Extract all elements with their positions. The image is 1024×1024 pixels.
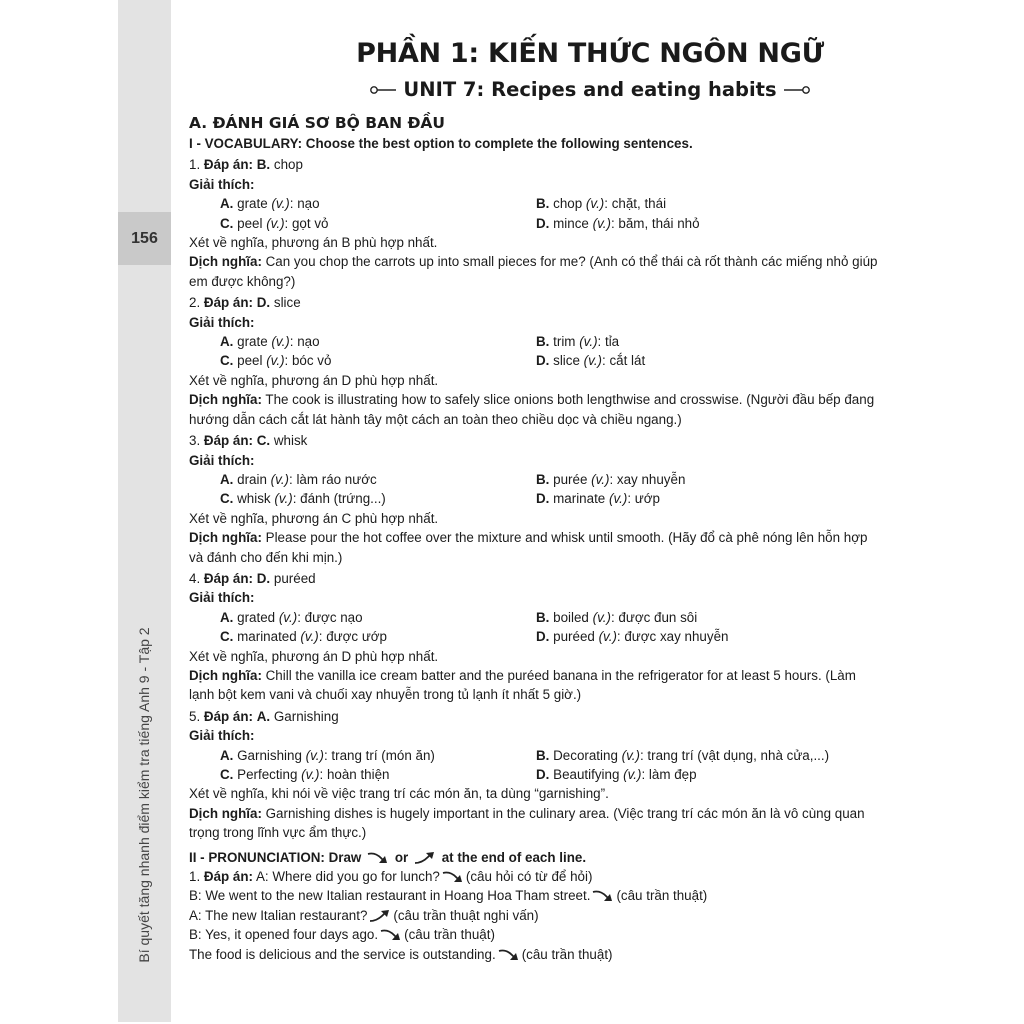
falling-arrow-icon bbox=[498, 948, 520, 962]
explain-label: Giải thích: bbox=[189, 314, 255, 330]
option-word: drain bbox=[237, 471, 267, 487]
option-letter: D. bbox=[536, 767, 550, 782]
pron-sentence: The food is delicious and the service is outstanding. bbox=[189, 946, 496, 962]
translation-line bbox=[189, 666, 879, 705]
option-meaning: : trang trí (món ăn) bbox=[323, 747, 435, 763]
option-word: trim bbox=[553, 334, 576, 350]
answer-word: chop bbox=[273, 157, 303, 173]
option-letter: C. bbox=[220, 353, 234, 369]
option-pos: (v.) bbox=[608, 491, 628, 507]
pronunciation-answers bbox=[189, 867, 879, 964]
answer-word: puréed bbox=[273, 570, 316, 586]
translation-line bbox=[189, 804, 879, 843]
translation-line bbox=[189, 528, 879, 567]
option-meaning: : được ướp bbox=[318, 629, 388, 645]
option-meaning: : chặt, thái bbox=[604, 196, 667, 212]
option-word: Garnishing bbox=[237, 747, 302, 763]
option-letter: B. bbox=[536, 334, 550, 350]
option-item bbox=[220, 214, 536, 233]
option-letter: A. bbox=[220, 609, 234, 625]
option-pos: (v.) bbox=[278, 609, 298, 625]
option-meaning: : gọt vỏ bbox=[284, 215, 329, 231]
option-word: grate bbox=[237, 334, 268, 350]
unit-title: UNIT 7: Recipes and eating habits bbox=[403, 78, 777, 101]
option-pos: (v.) bbox=[592, 215, 611, 231]
pronunciation-line bbox=[189, 945, 879, 964]
option-pos: (v.) bbox=[579, 334, 598, 350]
vocabulary-item bbox=[189, 155, 879, 293]
option-item bbox=[220, 608, 536, 627]
option-pos: (v.) bbox=[266, 353, 285, 369]
option-meaning: : được đun sôi bbox=[610, 609, 698, 625]
option-meaning: : cắt lát bbox=[602, 353, 646, 369]
option-grid bbox=[220, 332, 879, 371]
option-letter: A. bbox=[220, 334, 234, 350]
option-letter: A. bbox=[220, 196, 234, 212]
pron-sentence: B: Yes, it opened four days ago. bbox=[189, 927, 379, 943]
option-meaning: : làm ráo nước bbox=[289, 471, 377, 487]
conclusion-line: Xét về nghĩa, phương án C phù hợp nhất. bbox=[189, 510, 439, 526]
option-letter: D. bbox=[536, 491, 550, 507]
option-item bbox=[536, 627, 879, 646]
option-meaning: : hoàn thiện bbox=[319, 767, 390, 782]
vocabulary-item bbox=[189, 569, 879, 707]
option-letter: B. bbox=[536, 471, 550, 487]
item-answer-line: 4. Đáp án: D. puréed bbox=[189, 570, 316, 586]
option-item bbox=[536, 746, 879, 765]
option-pos: (v.) bbox=[271, 196, 290, 212]
option-item bbox=[220, 470, 536, 489]
right-ornament-icon bbox=[783, 85, 811, 95]
pronunciation-heading bbox=[189, 848, 879, 867]
item-answer-line: 1. Đáp án: B. chop bbox=[189, 157, 303, 173]
option-item bbox=[220, 627, 536, 646]
pron-note: (câu trần thuật) bbox=[521, 946, 613, 962]
pron-note: (câu trần thuật nghi vấn) bbox=[393, 907, 539, 923]
option-meaning: : nạo bbox=[289, 334, 320, 350]
option-pos: (v.) bbox=[270, 471, 289, 487]
pronunciation-line bbox=[189, 906, 879, 925]
pronunciation-line bbox=[189, 867, 879, 886]
option-pos: (v.) bbox=[305, 747, 324, 763]
falling-arrow-icon bbox=[442, 870, 464, 884]
answer-letter: A. bbox=[256, 708, 271, 724]
conclusion-line: Xét về nghĩa, phương án D phù hợp nhất. bbox=[189, 648, 439, 664]
translate-label: Dịch nghĩa: bbox=[189, 530, 262, 546]
pronunciation-line bbox=[189, 886, 879, 905]
explain-label: Giải thích: bbox=[189, 176, 255, 192]
translation-text: Can you chop the carrots up into small pieces for me? (Anh có thể thái cà rốt thành các miếng nhỏ giúp em được không?) bbox=[189, 254, 878, 289]
pron-note: (câu trần thuật) bbox=[404, 927, 495, 943]
rising-arrow-icon bbox=[414, 851, 436, 865]
option-pos: (v.) bbox=[271, 334, 290, 350]
option-pos: (v.) bbox=[266, 215, 285, 231]
option-letter: A. bbox=[220, 471, 234, 487]
option-item bbox=[536, 214, 879, 233]
explain-label: Giải thích: bbox=[189, 452, 255, 468]
option-word: grated bbox=[237, 609, 276, 625]
vocabulary-items bbox=[189, 155, 879, 844]
vocabulary-item bbox=[189, 431, 879, 569]
answer-label: Đáp án: bbox=[203, 295, 254, 311]
pronunciation-line bbox=[189, 925, 879, 944]
pron-heading-or: or bbox=[394, 849, 409, 865]
option-word: marinate bbox=[553, 491, 606, 507]
pron-answer-num: 1. bbox=[189, 869, 201, 885]
vocabulary-item bbox=[189, 293, 879, 431]
option-grid bbox=[220, 470, 879, 509]
option-meaning: : đánh (trứng...) bbox=[292, 491, 386, 507]
translate-label: Dịch nghĩa: bbox=[189, 254, 262, 270]
main-content bbox=[189, 112, 879, 964]
option-item bbox=[220, 489, 536, 508]
conclusion-line: Xét về nghĩa, phương án D phù hợp nhất. bbox=[189, 372, 439, 388]
pron-sentence: B: We went to the new Italian restaurant in Hoang Hoa Tham street. bbox=[189, 888, 591, 904]
option-pos: (v.) bbox=[598, 629, 617, 645]
option-word: boiled bbox=[553, 609, 589, 625]
option-word: slice bbox=[553, 353, 580, 369]
option-word: Decorating bbox=[553, 747, 618, 763]
option-word: peel bbox=[237, 215, 263, 231]
translate-label: Dịch nghĩa: bbox=[189, 805, 262, 821]
translation-text: Please pour the hot coffee over the mixture and whisk until smooth. (Hãy đổ cà phê nóng lên hỗn hợp và đánh cho đến khi mịn.) bbox=[189, 530, 868, 565]
explain-label: Giải thích: bbox=[189, 728, 255, 744]
rising-arrow-icon bbox=[369, 909, 391, 923]
book-title-vertical: Bí quyết tăng nhanh điểm kiểm tra tiếng Anh 9 - Tập 2 bbox=[136, 627, 152, 963]
option-letter: D. bbox=[536, 215, 550, 231]
answer-label: Đáp án: bbox=[203, 570, 254, 586]
option-grid bbox=[220, 746, 879, 785]
answer-word: whisk bbox=[273, 433, 308, 449]
option-meaning: : ướp bbox=[627, 491, 660, 507]
option-meaning: : bóc vỏ bbox=[284, 353, 332, 369]
option-item bbox=[220, 765, 536, 784]
option-item bbox=[220, 194, 536, 213]
option-item bbox=[220, 332, 536, 351]
unit-subtitle bbox=[220, 78, 960, 101]
option-item bbox=[536, 470, 879, 489]
answer-letter: D. bbox=[256, 570, 271, 586]
option-meaning: : được xay nhuyễn bbox=[616, 629, 729, 645]
falling-arrow-icon bbox=[367, 851, 389, 865]
option-item bbox=[220, 351, 536, 370]
option-pos: (v.) bbox=[300, 629, 319, 645]
translation-text: Chill the vanilla ice cream batter and the puréed banana in the refrigerator for at least 5 hours. (Làm lạnh bột kem vani và chuối xay nhuyễn trong tủ lạnh ít nhất 5 giờ.) bbox=[189, 667, 856, 703]
answer-letter: C. bbox=[256, 433, 271, 449]
option-pos: (v.) bbox=[585, 196, 605, 212]
option-word: marinated bbox=[237, 629, 297, 645]
vocabulary-item bbox=[189, 707, 879, 845]
option-letter: B. bbox=[536, 609, 550, 625]
option-grid bbox=[220, 194, 879, 233]
page-title: PHẦN 1: KIẾN THỨC NGÔN NGỮ bbox=[356, 38, 824, 69]
pron-heading-tail: at the end of each line. bbox=[441, 849, 587, 865]
conclusion-line: Xét về nghĩa, khi nói về việc trang trí các món ăn, ta dùng “garnishing”. bbox=[189, 786, 609, 802]
option-item bbox=[536, 765, 879, 784]
page-number: 156 bbox=[118, 212, 171, 265]
option-meaning: : được nạo bbox=[297, 609, 363, 625]
answer-label: Đáp án: bbox=[203, 708, 254, 724]
translation-line bbox=[189, 252, 879, 291]
option-meaning: : làm đẹp bbox=[641, 767, 697, 782]
translation-line bbox=[189, 390, 879, 429]
falling-arrow-icon bbox=[380, 928, 402, 942]
option-word: purée bbox=[553, 471, 588, 487]
vocabulary-heading: I - VOCABULARY: Choose the best option to complete the following sentences. bbox=[189, 136, 693, 151]
translation-text: The cook is illustrating how to safely slice onions both lengthwise and crosswise. (Người đầu bếp đang hướng dẫn cách cắt lát hành tây một cách an toàn theo chiều dọc và chiều ngang.) bbox=[189, 392, 875, 427]
option-item bbox=[536, 194, 879, 213]
answer-word: slice bbox=[273, 295, 301, 311]
option-word: peel bbox=[237, 353, 263, 369]
option-word: Beautifying bbox=[553, 767, 620, 782]
option-item bbox=[536, 489, 879, 508]
pron-heading-text: II - PRONUNCIATION: Draw bbox=[189, 849, 362, 865]
left-ornament-icon bbox=[369, 85, 397, 95]
translation-text: Garnishing dishes is hugely important in the culinary area. (Việc trang trí các món ăn là vô cùng quan trọng trong lĩnh vực ẩm thực.) bbox=[189, 805, 865, 841]
option-letter: C. bbox=[220, 215, 234, 231]
option-pos: (v.) bbox=[583, 353, 603, 369]
option-pos: (v.) bbox=[621, 747, 640, 763]
item-answer-line: 2. Đáp án: D. slice bbox=[189, 295, 301, 311]
falling-arrow-icon bbox=[592, 889, 614, 903]
option-letter: C. bbox=[220, 629, 234, 645]
option-letter: A. bbox=[220, 747, 234, 763]
option-word: puréed bbox=[553, 629, 595, 645]
option-word: mince bbox=[553, 215, 589, 231]
pron-sentence: A: The new Italian restaurant? bbox=[189, 907, 368, 923]
answer-label: Đáp án: bbox=[203, 433, 254, 449]
option-item bbox=[536, 332, 879, 351]
option-grid bbox=[220, 608, 879, 647]
option-item bbox=[536, 608, 879, 627]
item-answer-line: 3. Đáp án: C. whisk bbox=[189, 433, 308, 449]
option-pos: (v.) bbox=[623, 767, 642, 782]
option-word: Perfecting bbox=[237, 767, 298, 782]
option-word: chop bbox=[553, 196, 583, 212]
conclusion-line: Xét về nghĩa, phương án B phù hợp nhất. bbox=[189, 235, 438, 251]
translate-label: Dịch nghĩa: bbox=[189, 392, 262, 408]
pron-answer-label: Đáp án: bbox=[203, 869, 254, 885]
option-pos: (v.) bbox=[591, 471, 610, 487]
pron-sentence: A: Where did you go for lunch? bbox=[256, 869, 440, 885]
option-letter: D. bbox=[536, 629, 550, 645]
answer-letter: D. bbox=[256, 295, 271, 311]
item-answer-line: 5. Đáp án: A. Garnishing bbox=[189, 708, 339, 724]
answer-label: Đáp án: bbox=[203, 157, 254, 173]
option-letter: C. bbox=[220, 767, 234, 782]
option-pos: (v.) bbox=[592, 609, 611, 625]
option-meaning: : băm, thái nhỏ bbox=[610, 215, 700, 231]
option-meaning: : xay nhuyễn bbox=[609, 471, 686, 487]
option-pos: (v.) bbox=[301, 767, 320, 782]
translate-label: Dịch nghĩa: bbox=[189, 667, 262, 683]
option-item bbox=[536, 351, 879, 370]
option-word: grate bbox=[237, 196, 268, 212]
option-item bbox=[220, 746, 536, 765]
option-letter: D. bbox=[536, 353, 550, 369]
pron-note: (câu hỏi có từ để hỏi) bbox=[465, 869, 593, 885]
option-meaning: : nạo bbox=[289, 196, 320, 212]
answer-word: Garnishing bbox=[273, 708, 339, 724]
answer-letter: B. bbox=[256, 157, 271, 173]
option-letter: B. bbox=[536, 747, 550, 763]
option-letter: C. bbox=[220, 491, 234, 507]
option-meaning: : trang trí (vật dụng, nhà cửa,...) bbox=[639, 747, 830, 763]
option-word: whisk bbox=[237, 491, 271, 507]
option-letter: B. bbox=[536, 196, 550, 212]
option-pos: (v.) bbox=[274, 491, 293, 507]
explain-label: Giải thích: bbox=[189, 590, 255, 606]
pron-note: (câu trần thuật) bbox=[616, 888, 708, 904]
section-a-heading: A. ĐÁNH GIÁ SƠ BỘ BAN ĐẦU bbox=[189, 114, 446, 132]
option-meaning: : tỉa bbox=[597, 334, 620, 350]
